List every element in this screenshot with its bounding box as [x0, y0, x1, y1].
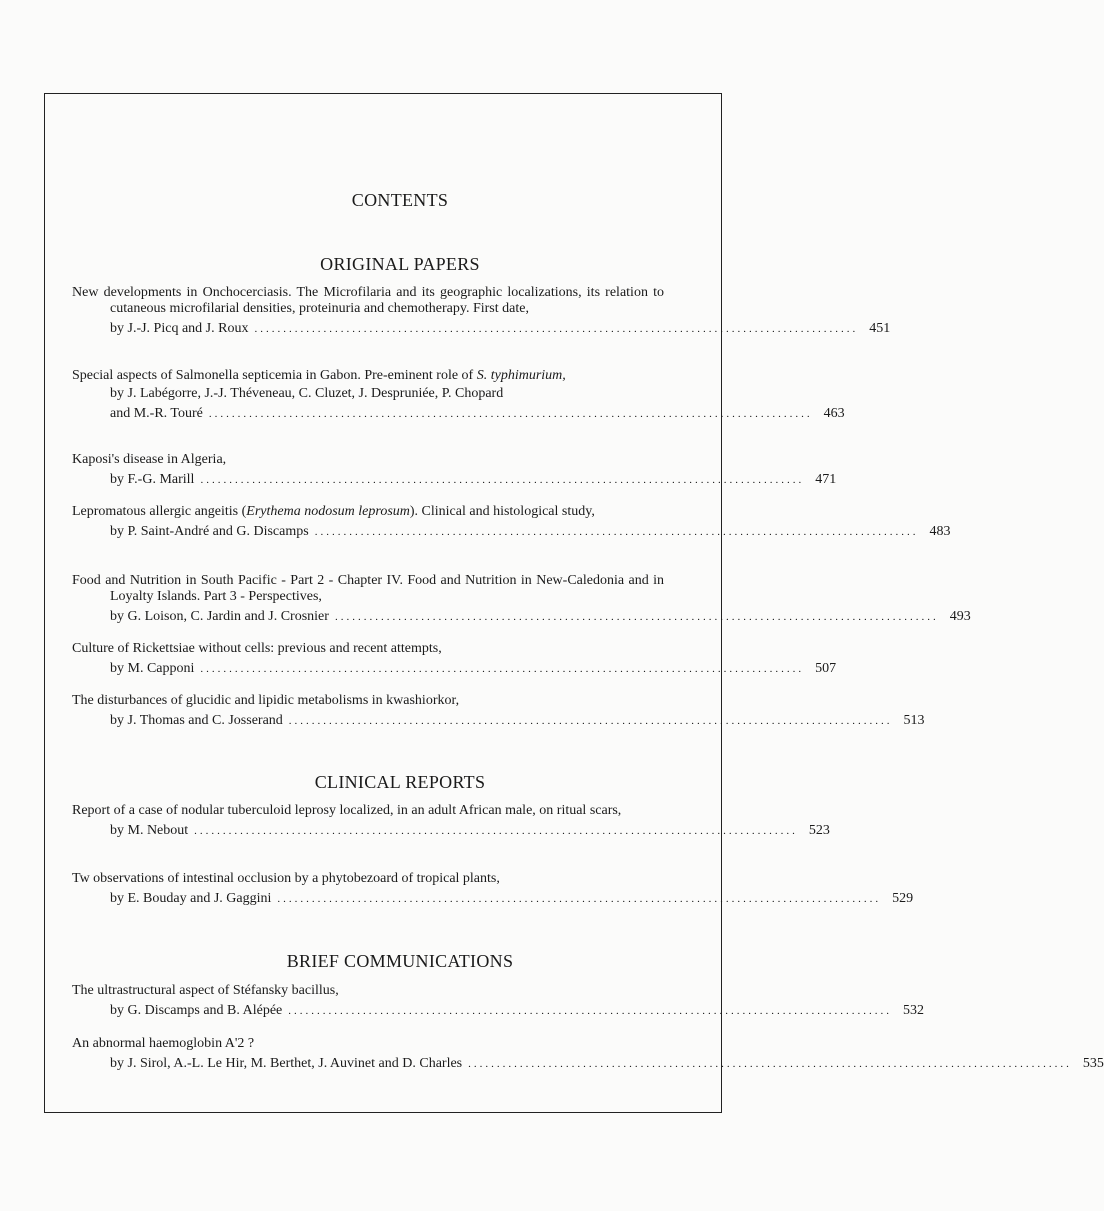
- entry-page: 535: [1082, 1056, 1104, 1071]
- entry-authors: by P. Saint-André and G. Discamps: [110, 524, 309, 539]
- leader-dots: .........................................................................................................: [468, 1058, 1072, 1070]
- toc-entry: [72, 285, 891, 337]
- toc-entry: [72, 1036, 1104, 1072]
- entry-page: 463: [823, 406, 845, 421]
- entry-authors-line1: by J. Labégorre, J.-J. Théveneau, C. Cluzet, J. Despruniée, P. Chopard: [110, 386, 504, 401]
- entry-authors: by J. Sirol, A.-L. Le Hir, M. Berthet, J. Auvinet and D. Charles: [110, 1056, 463, 1071]
- entry-byline: [72, 472, 837, 488]
- entry-authors: by J. Thomas and C. Josserand: [110, 713, 283, 728]
- entry-byline: [72, 1056, 1104, 1072]
- entry-byline: [72, 661, 837, 677]
- entry-authors: by G. Discamps and B. Alépée: [110, 1003, 283, 1018]
- toc-entry: [72, 803, 830, 839]
- leader-dots: .........................................................................................................: [277, 893, 882, 905]
- toc-entry: [72, 871, 914, 907]
- entry-byline: [72, 321, 891, 337]
- entry-byline: [72, 524, 951, 540]
- leader-dots: .........................................................................................................: [254, 323, 859, 335]
- entry-title: Culture of Rickettsiae without cells: previous and recent attempts,: [72, 641, 442, 656]
- leader-dots: .........................................................................................................: [208, 408, 813, 420]
- toc-entry: [72, 573, 971, 625]
- entry-page: 483: [929, 524, 951, 539]
- entry-title: Kaposi's disease in Algeria,: [72, 452, 227, 467]
- entry-title: An abnormal haemoglobin A'2 ?: [72, 1036, 255, 1051]
- section-brief-communications: BRIEF COMMUNICATIONS: [286, 951, 514, 971]
- entry-title: Lepromatous allergic angeitis (Erythema nodosum leprosum). Clinical and histological study,: [72, 504, 595, 519]
- contents-title: CONTENTS: [351, 190, 449, 210]
- section-clinical-reports: CLINICAL REPORTS: [314, 772, 486, 792]
- entry-title: Special aspects of Salmonella septicemia in Gabon. Pre-eminent role of S. typhimurium,: [72, 368, 566, 383]
- leader-dots: .........................................................................................................: [200, 663, 805, 675]
- toc-entry: [72, 452, 837, 488]
- entry-authors: by G. Loison, C. Jardin and J. Crosnier: [110, 609, 329, 624]
- entry-title: Food and Nutrition in South Pacific - Part 2 - Chapter IV. Food and Nutrition in New-Caledonia and in Loyalty Islands. Part 3 - Perspectives,: [72, 573, 664, 604]
- entry-authors: by J.-J. Picq and J. Roux: [110, 321, 249, 336]
- entry-authors: by M. Nebout: [110, 823, 189, 838]
- section-original-papers: ORIGINAL PAPERS: [320, 254, 480, 274]
- entry-page: 532: [903, 1003, 924, 1018]
- entry-byline: [72, 713, 925, 729]
- entry-page: 513: [903, 713, 925, 728]
- entry-byline: [72, 1003, 924, 1019]
- entry-page: 529: [892, 891, 914, 906]
- toc-entry: [72, 504, 951, 540]
- entry-title: The disturbances of glucidic and lipidic metabolisms in kwashiorkor,: [72, 693, 460, 708]
- entry-byline: [72, 891, 914, 907]
- entry-byline: [72, 823, 830, 839]
- leader-dots: .........................................................................................................: [200, 474, 805, 486]
- leader-dots: .........................................................................................................: [288, 715, 893, 727]
- entry-page: 507: [815, 661, 837, 676]
- entry-authors: and M.-R. Touré: [110, 406, 203, 421]
- leader-dots: .........................................................................................................: [288, 1005, 892, 1017]
- entry-page: 523: [808, 823, 830, 838]
- entry-page: 493: [949, 609, 971, 624]
- toc-entry: [72, 368, 845, 422]
- entry-title: Report of a case of nodular tuberculoid leprosy localized, in an adult African male, on ritual scars,: [72, 803, 622, 818]
- entry-title: Tw observations of intestinal occlusion by a phytobezoard of tropical plants,: [72, 871, 500, 886]
- entry-page: 471: [815, 472, 837, 487]
- leader-dots: .........................................................................................................: [334, 611, 939, 623]
- entry-authors: by F.-G. Marill: [110, 472, 195, 487]
- toc-entry: [72, 693, 925, 729]
- entry-byline: [72, 406, 845, 422]
- entry-byline: [72, 609, 971, 625]
- toc-entry: [72, 983, 924, 1019]
- entry-title: The ultrastructural aspect of Stéfansky bacillus,: [72, 983, 339, 998]
- entry-authors: by E. Bouday and J. Gaggini: [110, 891, 272, 906]
- entry-page: 451: [869, 321, 891, 336]
- leader-dots: .........................................................................................................: [314, 526, 919, 538]
- leader-dots: .........................................................................................................: [194, 825, 798, 837]
- toc-entry: [72, 641, 837, 677]
- entry-title: New developments in Onchocerciasis. The Microfilaria and its geographic localizations, its relation to cutaneous microfilarial densities, proteinuria and chemotherapy. First date,: [72, 285, 664, 316]
- entry-authors: by M. Capponi: [110, 661, 195, 676]
